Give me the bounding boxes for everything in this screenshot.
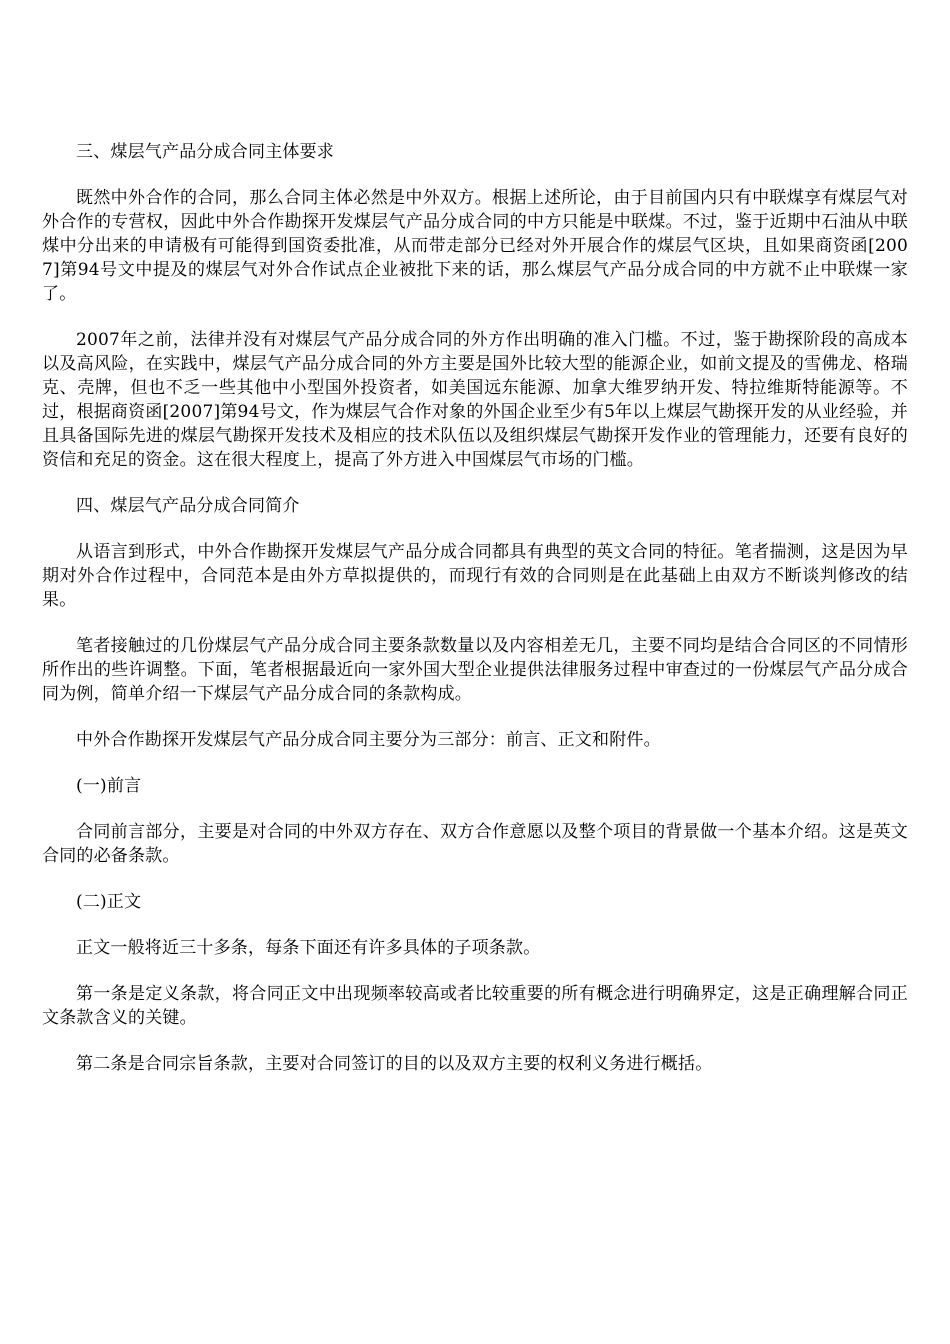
paragraph: 第二条是合同宗旨条款，主要对合同签订的目的以及双方主要的权利义务进行概括。 (76, 1054, 713, 1074)
section-heading-4: 四、煤层气产品分成合同简介 (76, 496, 300, 516)
paragraph: 正文一般将近三十多条，每条下面还有许多具体的子项条款。 (76, 938, 541, 958)
paragraph: 中外合作勘探开发煤层气产品分成合同主要分为三部分：前言、正文和附件。 (76, 730, 661, 750)
paragraph: 既然中外合作的合同，那么合同主体必然是中外双方。根据上述所论，由于目前国内只有中联煤享有煤层气对外合作的专营权，因此中外合作勘探开发煤层气产品分成合同的中方只能是中联煤。不过，鉴于近期中石油从中联煤中分出来的申请极有可能得到国资委批准，从而带走部分已经对外开展合作的煤层气区块，且如果商资函[2007]第94号文中提及的煤层气对外合作试点企业被批下来的话，那么煤层气产品分成合同的中方就不止中联煤一家了。 (42, 188, 908, 304)
paragraph: 合同前言部分，主要是对合同的中外双方存在、双方合作意愿以及整个项目的背景做一个基本介绍。这是英文合同的必备条款。 (42, 822, 908, 866)
paragraph: 从语言到形式，中外合作勘探开发煤层气产品分成合同都具有典型的英文合同的特征。笔者揣测，这是因为早期对外合作过程中，合同范本是由外方草拟提供的，而现行有效的合同则是在此基础上由双方不断谈判修改的结果。 (42, 542, 908, 610)
paragraph: 2007年之前，法律并没有对煤层气产品分成合同的外方作出明确的准入门槛。不过，鉴于勘探阶段的高成本以及高风险，在实践中，煤层气产品分成合同的外方主要是国外比较大型的能源企业，如前文提及的雪佛龙、格瑞克、壳牌，但也不乏一些其他中小型国外投资者，如美国远东能源、加拿大维罗纳开发、特拉维斯特能源等。不过，根据商资函[2007]第94号文，作为煤层气合作对象的外国企业至少有5年以上煤层气勘探开发的从业经验，并且具备国际先进的煤层气勘探开发技术及相应的技术队伍以及组织煤层气勘探开发作业的管理能力，还要有良好的资信和充足的资金。这在很大程度上，提高了外方进入中国煤层气市场的门槛。 (42, 330, 908, 470)
section-heading-3: 三、煤层气产品分成合同主体要求 (76, 142, 334, 162)
paragraph: 第一条是定义条款，将合同正文中出现频率较高或者比较重要的所有概念进行明确界定，这是正确理解合同正文条款含义的关键。 (42, 984, 908, 1028)
subsection-heading-body: (二)正文 (76, 892, 142, 912)
paragraph: 笔者接触过的几份煤层气产品分成合同主要条款数量以及内容相差无几，主要不同均是结合合同区的不同情形所作出的些许调整。下面，笔者根据最近向一家外国大型企业提供法律服务过程中审查过的一份煤层气产品分成合同为例，简单介绍一下煤层气产品分成合同的条款构成。 (42, 636, 908, 704)
document-page (42, 140, 908, 1098)
subsection-heading-preamble: (一)前言 (76, 776, 142, 796)
